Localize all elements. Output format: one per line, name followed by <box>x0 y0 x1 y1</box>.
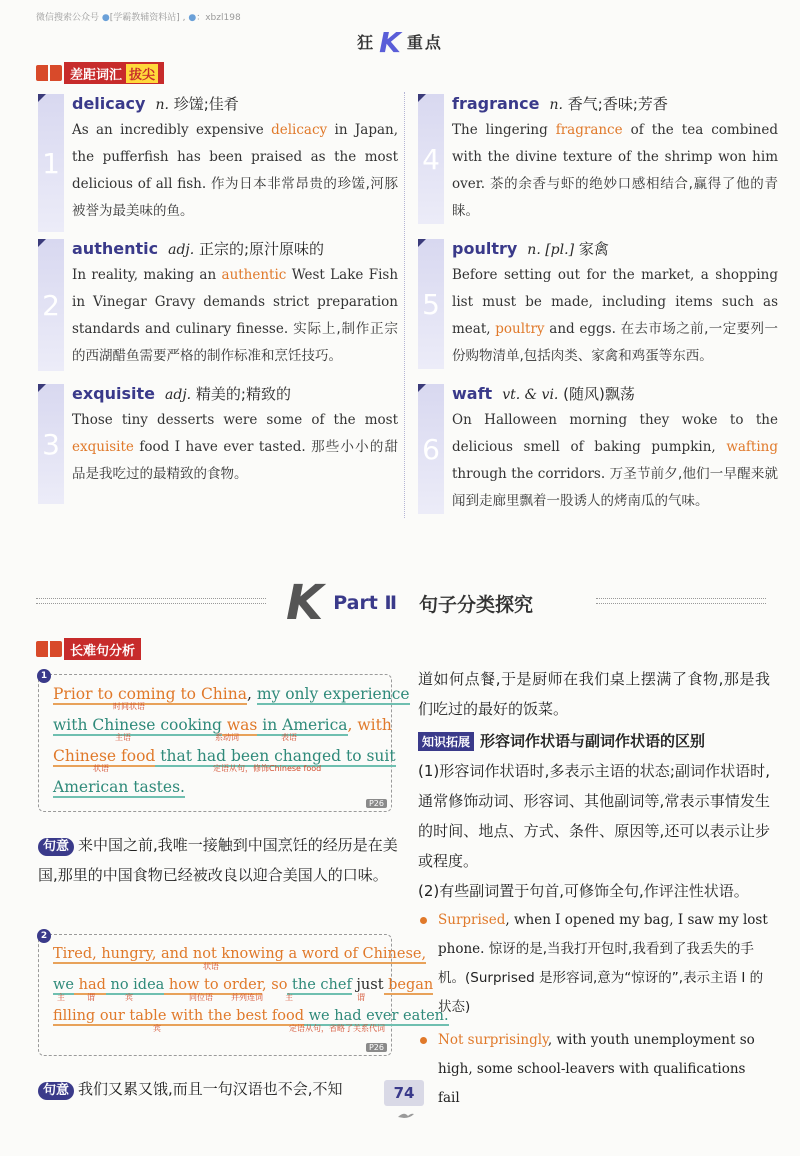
example-bullet-1: Surprised, when I opened my bag, I saw my lost phone. 惊讶的是,当我打开包时,我看到了我丢失的手机。(Surprised 是形容词,意为“惊讶的”,表示主语 I 的状态) <box>418 906 770 1022</box>
bird-icon <box>396 1110 416 1120</box>
dotted-rule <box>596 598 766 604</box>
sentence-box-2: 2 Tired, hungry, and not knowing a word of Chinese, 状语 we had no idea how to order, so the chef just began 主 谓 宾 同位语 并列连词 主 谓 filling our table with the best food we had ever eaten. 宾 定语从句，省略了关系代词 P26 <box>38 934 392 1056</box>
entry-number: 5 <box>418 239 444 369</box>
entry-number: 4 <box>418 94 444 224</box>
part-title: Part Ⅱ <box>333 592 398 614</box>
book-icon <box>36 640 62 658</box>
part-subtitle: 句子分类探究 <box>419 593 534 616</box>
vocab-example: On Halloween morning they woke to the delicious smell of baking pumpkin, wafting through the corridors. 万圣节前夕,他们一早醒来就闻到走廊里飘着一股诱人的烤南瓜的气味。 <box>452 412 779 509</box>
vocab-word: fragrance <box>452 94 540 113</box>
entry-number: 3 <box>38 384 64 504</box>
vocab-entry: 5 poultry n. [pl.] 家禽 Before setting out for the market, a shopping list must be made, including items such as meat, poultry and eggs. 在去市场之前,一定要列一份购物清单,包括肉类、家禽和鸡蛋等东西。 <box>418 237 778 370</box>
entry-number: 1 <box>38 94 64 232</box>
vocab-example: As an incredibly expensive delicacy in Japan, the pufferfish has been praised as the most delicious of all fish. 作为日本非常昂贵的珍馐,河豚被誉为最美味的鱼。 <box>72 122 399 219</box>
vocab-word: poultry <box>452 239 518 258</box>
vocab-entry: 4 fragrance n. 香气;香味;芳香 The lingering fragrance of the tea combined with the divine texture of the shrimp won him over. 茶的余香与虾的绝妙口感相结合,赢得了他的青睐。 <box>418 92 778 225</box>
page-header: 狂 K 重点 <box>357 26 443 59</box>
sentence-meaning-2: 句意 我们又累又饿,而且一句汉语也不会,不知 <box>38 1074 398 1104</box>
right-column <box>418 664 770 1113</box>
page-ref: P26 <box>366 1043 387 1052</box>
page-number: 74 <box>384 1080 424 1106</box>
dotted-rule <box>36 598 266 604</box>
vocab-example: Before setting out for the market, a shopping list must be made, including items such as meat, poultry and eggs. 在去市场之前,一定要列一份购物清单,包括肉类、家禽和鸡蛋等东西。 <box>452 267 778 364</box>
meaning-continuation: 道如何点餐,于是厨师在我们桌上摆满了食物,那是我们吃过的最好的饭菜。 <box>418 670 770 718</box>
meaning-tag: 句意 <box>38 1082 74 1100</box>
sentence-number: 1 <box>37 669 51 683</box>
vocab-section-tag: 差距词汇 拔尖 <box>36 62 164 84</box>
page-ref: P26 <box>366 799 387 808</box>
knowledge-p1: (1)形容词作状语时,多表示主语的状态;副词作状语时,通常修饰动词、形容词、其他副词等,常表示事情发生的时间、地点、方式、条件、原因等,还可以表示让步或程度。 <box>418 762 770 870</box>
knowledge-title: 形容词作状语与副词作状语的区别 <box>480 732 706 750</box>
vocab-word: authentic <box>72 239 159 258</box>
vocab-entry: 1 delicacy n. 珍馐;佳肴 As an incredibly expensive delicacy in Japan, the pufferfish has been praised as the most delicious of all fish. 作为日本非常昂贵的珍馐,河豚被誉为最美味的鱼。 <box>38 92 398 225</box>
vocab-entry: 2 authentic adj. 正宗的;原汁原味的 In reality, making an authentic West Lake Fish in Vinegar Gravy demands strict preparation standards and culinary finesse. 实际上,制作正宗的西湖醋鱼需要严格的制作标准和烹饪技巧。 <box>38 237 398 370</box>
example-bullet-2: Not surprisingly, with youth unemployment so high, some school-leavers with qualifications fail <box>418 1026 770 1113</box>
vocab-column-left <box>38 92 398 500</box>
vocab-word: waft <box>452 384 493 403</box>
sentence-meaning-1: 句意 来中国之前,我唯一接触到中国烹饪的经历是在美国,那里的中国食物已经被改良以迎合美国人的口味。 <box>38 836 398 884</box>
vocab-entry: 6 waft vt. & vi. (随风)飘荡 On Halloween morning they woke to the delicious smell of baking pumpkin, wafting through the corridors. 万圣节前夕,他们一早醒来就闻到走廊里飘着一股诱人的烤南瓜的气味。 <box>418 382 778 515</box>
vocab-column-right <box>418 92 778 527</box>
vocab-entry: 3 exquisite adj. 精美的;精致的 Those tiny desserts were some of the most exquisite food I have ever tasted. 那些小小的甜品是我吃过的最精致的食物。 <box>38 382 398 488</box>
knowledge-p2: (2)有些副词置于句首,可修饰全句,作评注性状语。 <box>418 882 749 900</box>
part-heading <box>36 574 766 631</box>
sentence-box-1: 1 Prior to coming to China, my only experience 时间状语 with Chinese cooking was in America, with 主语 系动词 表语 Chinese food that had been changed to suit 状语 定语从句，修饰Chinese food American tastes. P26 <box>38 674 392 812</box>
vocab-word: delicacy <box>72 94 146 113</box>
vocab-example: Those tiny desserts were some of the most exquisite food I have ever tasted. 那些小小的甜品是我吃过的最精致的食物。 <box>72 412 398 482</box>
knowledge-tag: 知识拓展 <box>418 732 474 751</box>
sentence-number: 2 <box>37 929 51 943</box>
vocab-word: exquisite <box>72 384 156 403</box>
book-icon <box>36 64 62 82</box>
entry-number: 6 <box>418 384 444 514</box>
k-logo: K <box>286 575 324 631</box>
sentence-section-tag: 长难句分析 <box>36 638 141 660</box>
entry-number: 2 <box>38 239 64 371</box>
meaning-tag: 句意 <box>38 838 74 856</box>
vocab-example: In reality, making an authentic West Lake Fish in Vinegar Gravy demands strict preparation standards and culinary finesse. 实际上,制作正宗的西湖醋鱼需要严格的制作标准和烹饪技巧。 <box>72 267 399 364</box>
watermark: 微信搜索公众号 ●[学霸教辅资料站] , ●：xbzl198 <box>36 13 241 23</box>
vocab-example: The lingering fragrance of the tea combined with the divine texture of the shrimp won him over. 茶的余香与虾的绝妙口感相结合,赢得了他的青睐。 <box>452 122 778 219</box>
wechat-icon: ● <box>101 13 110 23</box>
column-divider <box>404 92 405 518</box>
